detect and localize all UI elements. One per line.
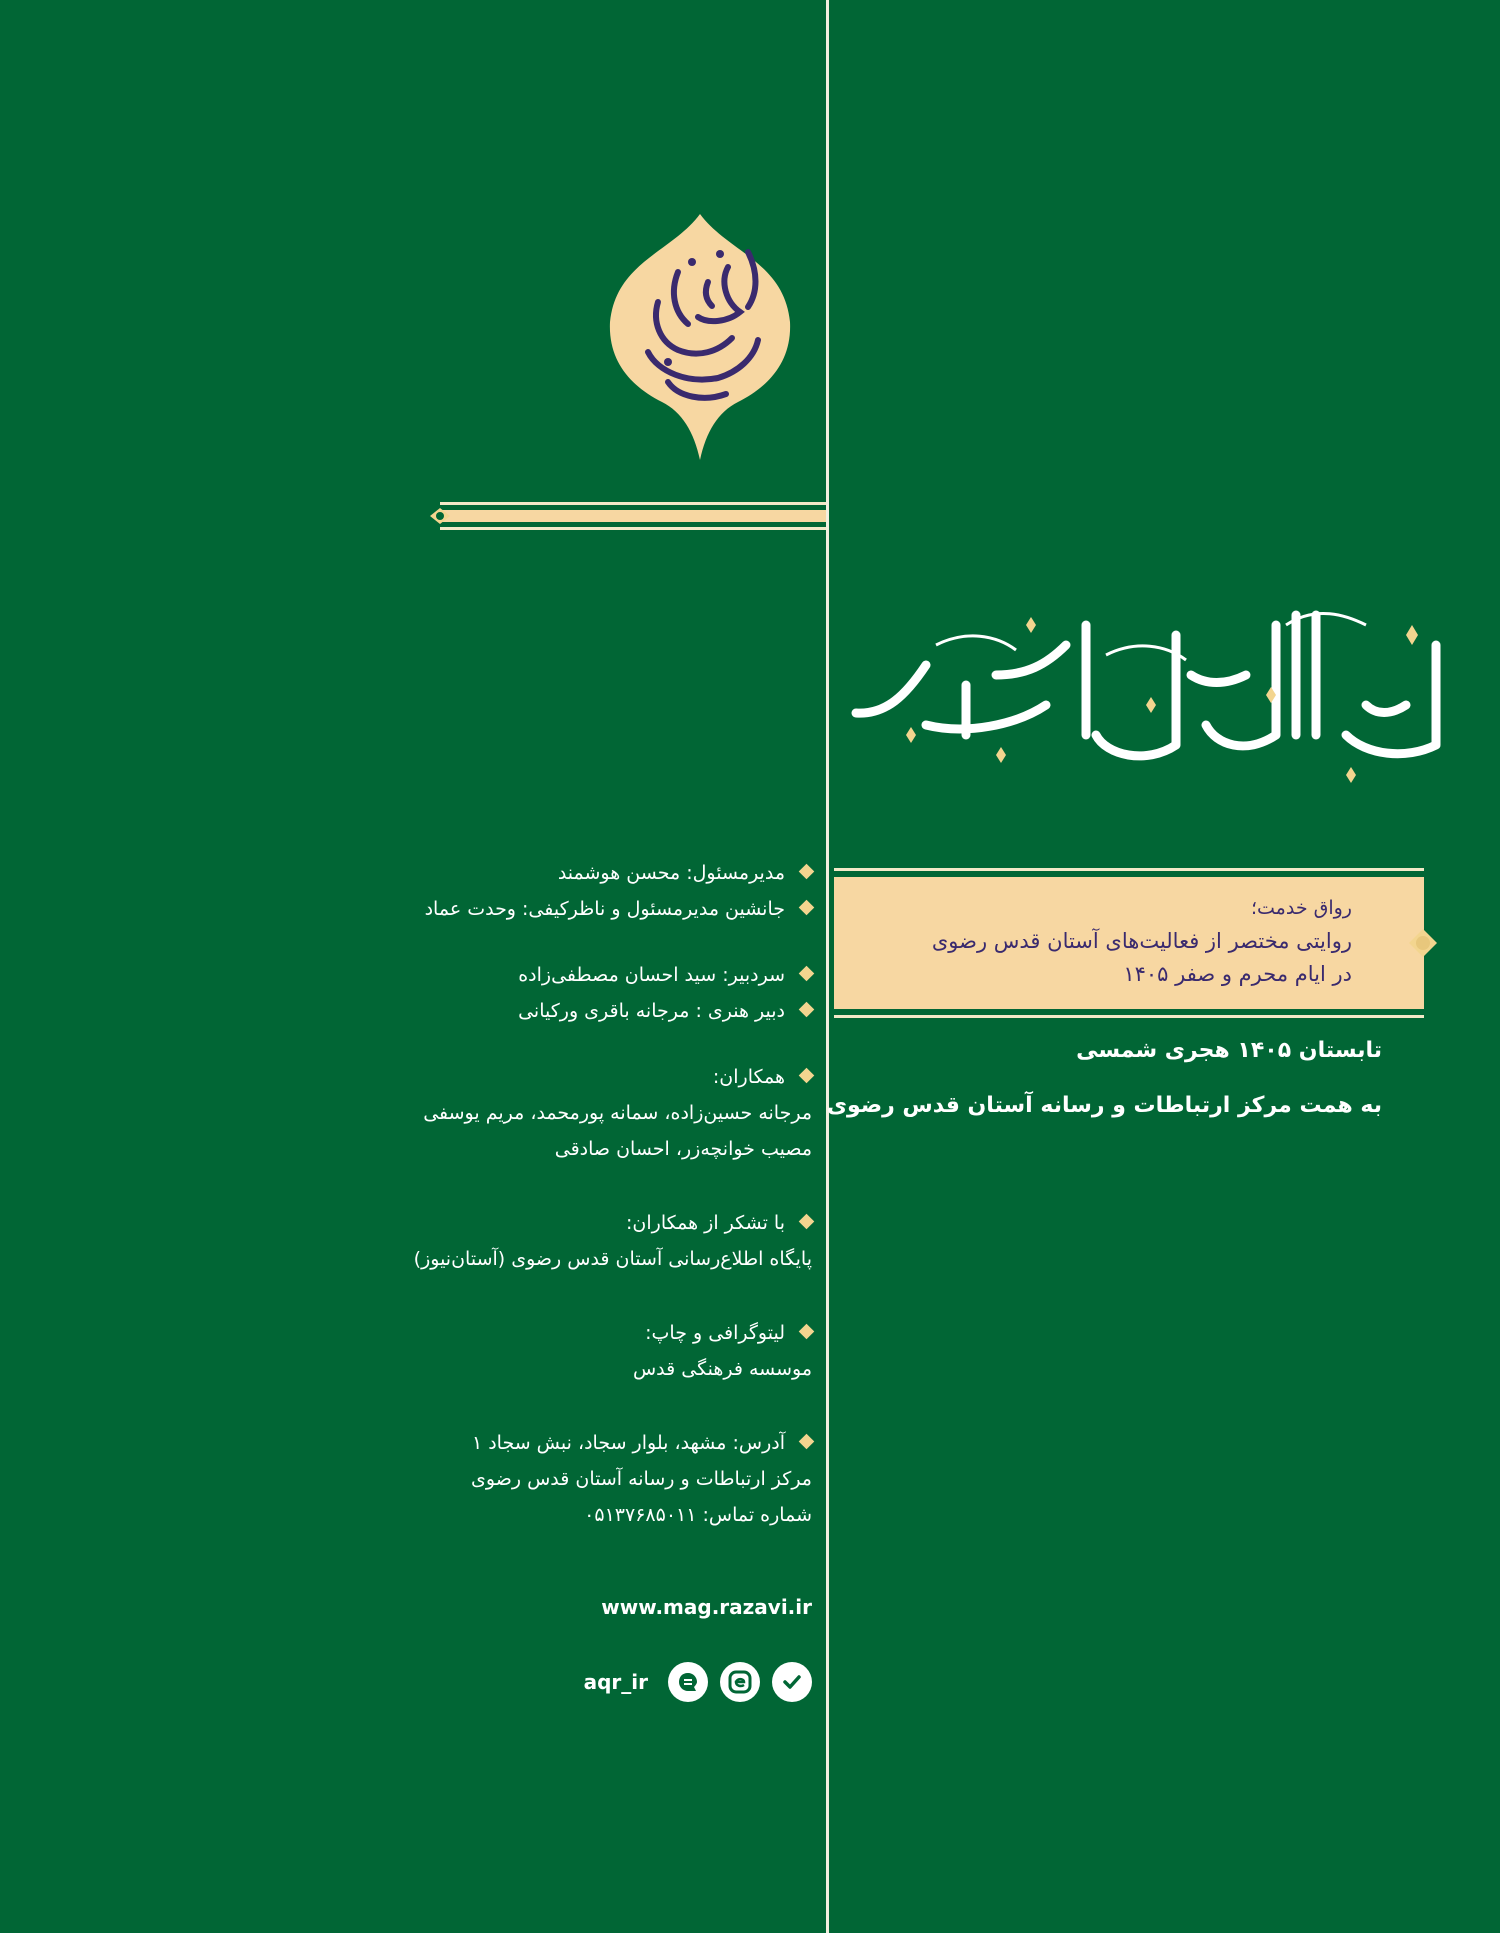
basmala-calligraphy: [846, 585, 1456, 795]
website-link[interactable]: www.mag.razavi.ir: [601, 1595, 812, 1619]
ornament-bar: [430, 498, 826, 536]
magazine-logo: [608, 212, 792, 462]
diamond-bullet-icon: [799, 966, 815, 982]
credit-address-2: مرکز ارتباطات و رسانه آستان قدس رضوی: [471, 1468, 812, 1490]
credit-text: آدرس: مشهد، بلوار سجاد، نبش سجاد ۱: [471, 1432, 785, 1454]
credit-text: دبیر هنری : مرجانه باقری ورکیانی: [518, 1000, 785, 1022]
credit-text: جانشین مدیرمسئول و ناظرکیفی: وحدت عماد: [424, 898, 785, 920]
sponsor-line: به همت مرکز ارتباطات و رسانه آستان قدس رضوی: [826, 1093, 1382, 1118]
diamond-bullet-icon: [799, 1324, 815, 1340]
credit-text: با تشکر از همکاران:: [626, 1212, 785, 1234]
social-links: [584, 1662, 812, 1702]
title-box-rule: [834, 1015, 1424, 1018]
title-lines: [932, 892, 1352, 991]
social-handle[interactable]: aqr_ir: [583, 1670, 648, 1694]
credit-print-label: [252, 1315, 812, 1351]
credit-text: سردبیر: سید احسان مصطفی‌زاده: [518, 964, 785, 986]
credit-text: همکاران:: [712, 1066, 785, 1088]
credit-print-1: موسسه فرهنگی قدس: [632, 1358, 812, 1380]
diamond-bullet-icon: [799, 1214, 815, 1230]
issue-date: تابستان ۱۴۰۵ هجری شمسی: [1076, 1038, 1382, 1063]
credit-manager: [252, 855, 812, 891]
credit-contributors-2: مصیب خوانچه‌زر، احسان صادقی: [554, 1138, 812, 1160]
credit-text: مدیرمسئول: محسن هوشمند: [557, 862, 785, 884]
diamond-bullet-icon: [799, 864, 815, 880]
credit-editor: [252, 957, 812, 993]
credit-thanks-1: پایگاه اطلاع‌رسانی آستان قدس رضوی (آستان‌نیوز): [413, 1248, 812, 1270]
title-box-rule: [834, 868, 1424, 871]
credit-contributors-label: [252, 1059, 812, 1095]
verified-check-icon[interactable]: [772, 1662, 812, 1702]
credit-address-1: [252, 1425, 812, 1461]
vertical-divider: [826, 0, 829, 1933]
credit-thanks-label: [252, 1205, 812, 1241]
bale-icon[interactable]: [668, 1662, 708, 1702]
credit-phone: شماره تماس: ۰۵۱۳۷۶۸۵۰۱۱: [584, 1504, 812, 1526]
title-line-1: رواق خدمت؛: [1250, 897, 1352, 919]
eitaa-icon[interactable]: [720, 1662, 760, 1702]
credit-art-editor: [252, 993, 812, 1029]
credit-text: لیتوگرافی و چاپ:: [645, 1322, 785, 1344]
ornament-dot-icon: [1408, 928, 1438, 958]
logo-icon: [608, 212, 792, 462]
diamond-bullet-icon: [799, 1002, 815, 1018]
diamond-bullet-icon: [799, 1434, 815, 1450]
credits-column: [252, 855, 812, 1533]
credit-deputy: [252, 891, 812, 927]
title-line-3: در ایام محرم و صفر ۱۴۰۵: [1123, 962, 1352, 986]
credit-contributors-1: مرجانه حسین‌زاده، سمانه پورمحمد، مریم یوسفی: [423, 1102, 812, 1124]
issue-title-box: [834, 868, 1424, 1018]
title-line-2: روایتی مختصر از فعالیت‌های آستان قدس رضوی: [931, 929, 1352, 953]
diamond-bullet-icon: [799, 1068, 815, 1084]
diamond-bullet-icon: [799, 900, 815, 916]
